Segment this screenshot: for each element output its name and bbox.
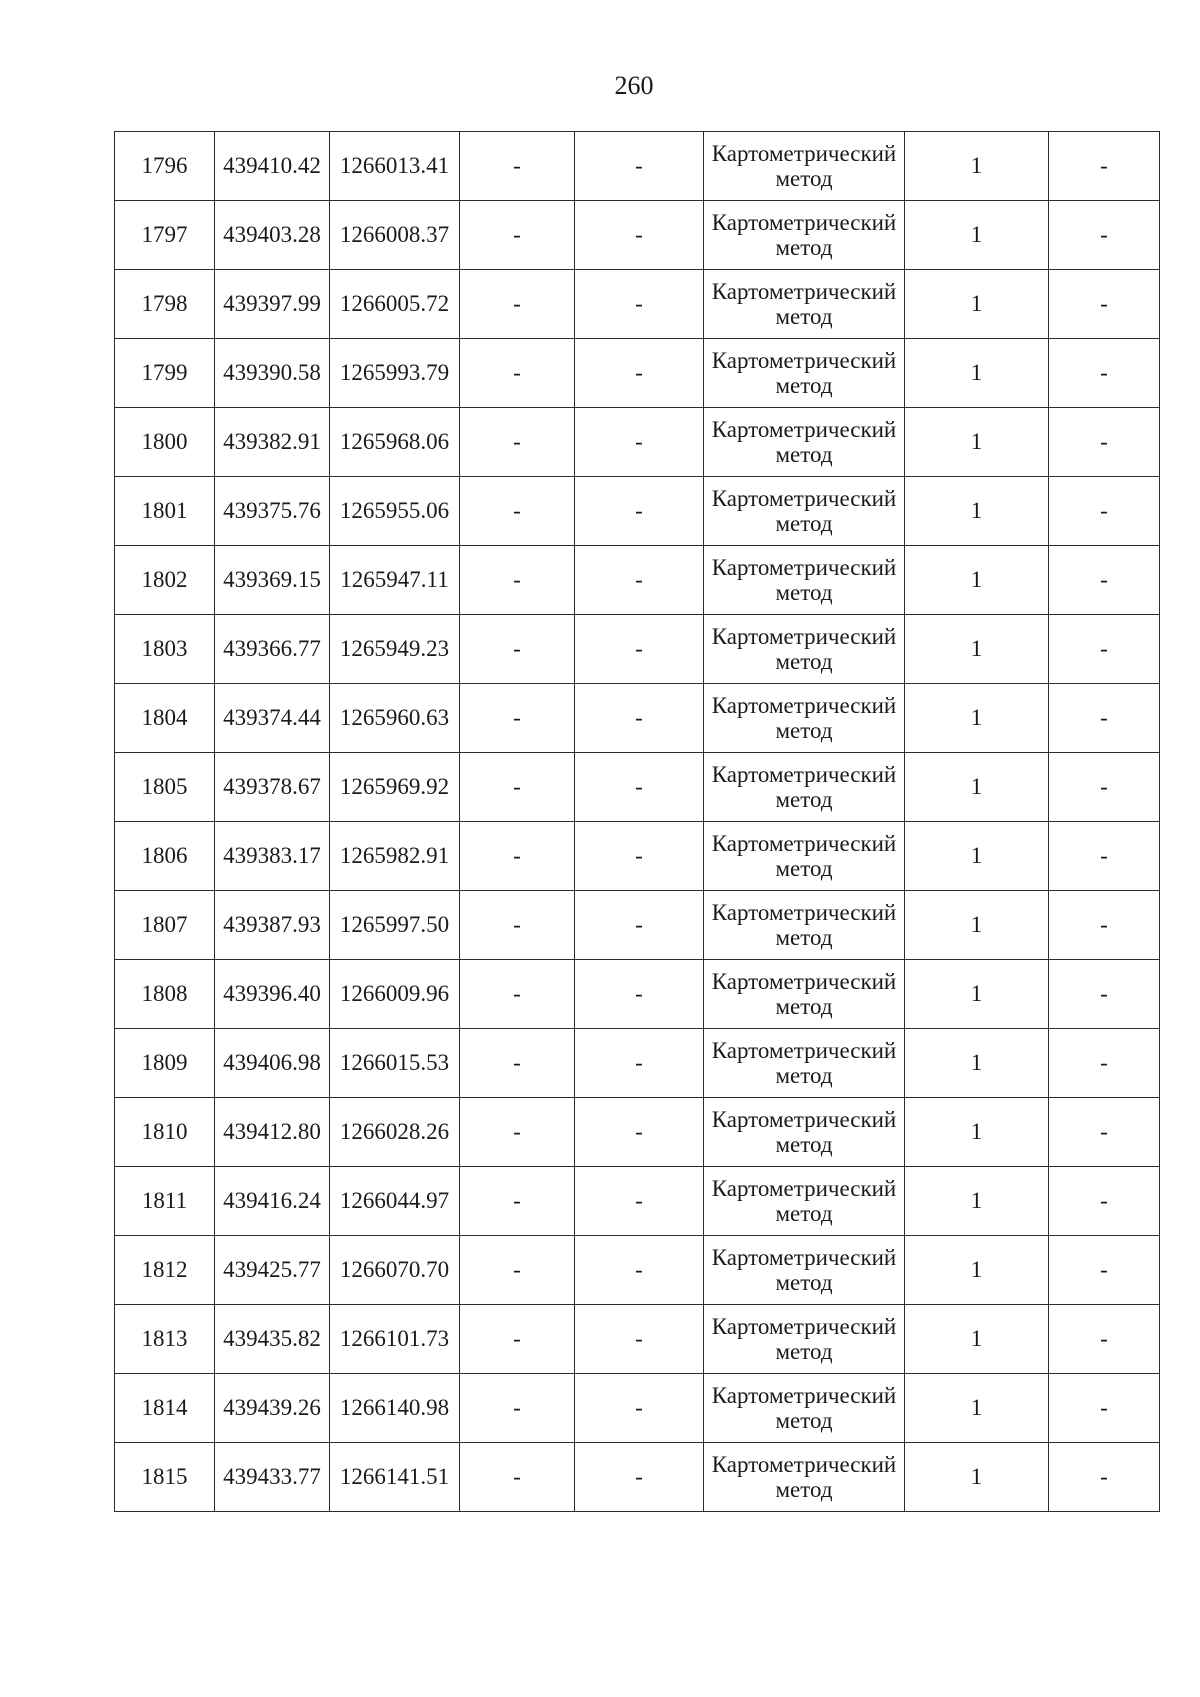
table-row bbox=[115, 1098, 1160, 1167]
method-line-2: метод bbox=[775, 373, 833, 398]
point-number-cell: 1813 bbox=[115, 1305, 215, 1374]
method-line-1: Картометрический bbox=[711, 624, 897, 649]
column-8-cell: - bbox=[1049, 684, 1160, 753]
column-5-cell: - bbox=[575, 1305, 704, 1374]
method-cell bbox=[704, 1305, 905, 1374]
column-7-cell: 1 bbox=[905, 1443, 1049, 1512]
column-7-cell: 1 bbox=[905, 1029, 1049, 1098]
column-5-cell: - bbox=[575, 1374, 704, 1443]
method-line-1: Картометрический bbox=[711, 1383, 897, 1408]
column-4-cell: - bbox=[460, 960, 575, 1029]
point-number-cell: 1815 bbox=[115, 1443, 215, 1512]
method-cell bbox=[704, 1443, 905, 1512]
method-cell bbox=[704, 1167, 905, 1236]
column-7-cell: 1 bbox=[905, 1305, 1049, 1374]
x-coordinate-cell: 439416.24 bbox=[215, 1167, 330, 1236]
table-row bbox=[115, 615, 1160, 684]
table-row bbox=[115, 132, 1160, 201]
column-5-cell: - bbox=[575, 615, 704, 684]
table-row bbox=[115, 822, 1160, 891]
coordinates-table bbox=[114, 131, 1160, 1512]
y-coordinate-cell: 1265969.92 bbox=[330, 753, 460, 822]
y-coordinate-cell: 1266005.72 bbox=[330, 270, 460, 339]
column-8-cell: - bbox=[1049, 1236, 1160, 1305]
table-row bbox=[115, 684, 1160, 753]
column-8-cell: - bbox=[1049, 960, 1160, 1029]
column-4-cell: - bbox=[460, 1167, 575, 1236]
column-7-cell: 1 bbox=[905, 1167, 1049, 1236]
table-row bbox=[115, 1167, 1160, 1236]
column-8-cell: - bbox=[1049, 201, 1160, 270]
column-7-cell: 1 bbox=[905, 201, 1049, 270]
method-cell bbox=[704, 477, 905, 546]
column-5-cell: - bbox=[575, 1443, 704, 1512]
column-7-cell: 1 bbox=[905, 753, 1049, 822]
column-5-cell: - bbox=[575, 1098, 704, 1167]
column-5-cell: - bbox=[575, 1167, 704, 1236]
y-coordinate-cell: 1266008.37 bbox=[330, 201, 460, 270]
column-5-cell: - bbox=[575, 339, 704, 408]
column-7-cell: 1 bbox=[905, 270, 1049, 339]
column-8-cell: - bbox=[1049, 408, 1160, 477]
point-number-cell: 1806 bbox=[115, 822, 215, 891]
method-line-2: метод bbox=[775, 1201, 833, 1226]
method-line-2: метод bbox=[775, 856, 833, 881]
column-7-cell: 1 bbox=[905, 1098, 1049, 1167]
y-coordinate-cell: 1266028.26 bbox=[330, 1098, 460, 1167]
method-cell bbox=[704, 753, 905, 822]
table-row bbox=[115, 1374, 1160, 1443]
x-coordinate-cell: 439378.67 bbox=[215, 753, 330, 822]
column-5-cell: - bbox=[575, 1236, 704, 1305]
method-line-1: Картометрический bbox=[711, 831, 897, 856]
method-line-2: метод bbox=[775, 1132, 833, 1157]
point-number-cell: 1810 bbox=[115, 1098, 215, 1167]
y-coordinate-cell: 1266070.70 bbox=[330, 1236, 460, 1305]
method-line-1: Картометрический bbox=[711, 555, 897, 580]
method-line-2: метод bbox=[775, 718, 833, 743]
method-line-1: Картометрический bbox=[711, 210, 897, 235]
column-5-cell: - bbox=[575, 684, 704, 753]
table-body bbox=[115, 132, 1160, 1512]
point-number-cell: 1809 bbox=[115, 1029, 215, 1098]
y-coordinate-cell: 1265982.91 bbox=[330, 822, 460, 891]
method-line-1: Картометрический bbox=[711, 1314, 897, 1339]
column-5-cell: - bbox=[575, 960, 704, 1029]
point-number-cell: 1801 bbox=[115, 477, 215, 546]
column-7-cell: 1 bbox=[905, 1236, 1049, 1305]
point-number-cell: 1812 bbox=[115, 1236, 215, 1305]
column-5-cell: - bbox=[575, 408, 704, 477]
x-coordinate-cell: 439412.80 bbox=[215, 1098, 330, 1167]
table-row bbox=[115, 1029, 1160, 1098]
method-cell bbox=[704, 546, 905, 615]
point-number-cell: 1805 bbox=[115, 753, 215, 822]
method-line-2: метод bbox=[775, 166, 833, 191]
column-5-cell: - bbox=[575, 546, 704, 615]
point-number-cell: 1807 bbox=[115, 891, 215, 960]
method-cell bbox=[704, 132, 905, 201]
method-line-1: Картометрический bbox=[711, 1038, 897, 1063]
x-coordinate-cell: 439406.98 bbox=[215, 1029, 330, 1098]
method-line-2: метод bbox=[775, 925, 833, 950]
x-coordinate-cell: 439397.99 bbox=[215, 270, 330, 339]
point-number-cell: 1804 bbox=[115, 684, 215, 753]
column-4-cell: - bbox=[460, 891, 575, 960]
x-coordinate-cell: 439366.77 bbox=[215, 615, 330, 684]
table-row bbox=[115, 270, 1160, 339]
column-4-cell: - bbox=[460, 132, 575, 201]
column-4-cell: - bbox=[460, 1029, 575, 1098]
column-8-cell: - bbox=[1049, 1374, 1160, 1443]
method-line-2: метод bbox=[775, 442, 833, 467]
column-4-cell: - bbox=[460, 1374, 575, 1443]
y-coordinate-cell: 1266101.73 bbox=[330, 1305, 460, 1374]
column-8-cell: - bbox=[1049, 753, 1160, 822]
table-row bbox=[115, 339, 1160, 408]
method-line-1: Картометрический bbox=[711, 762, 897, 787]
column-4-cell: - bbox=[460, 1236, 575, 1305]
y-coordinate-cell: 1266044.97 bbox=[330, 1167, 460, 1236]
column-7-cell: 1 bbox=[905, 684, 1049, 753]
column-4-cell: - bbox=[460, 1443, 575, 1512]
method-cell bbox=[704, 1029, 905, 1098]
column-4-cell: - bbox=[460, 339, 575, 408]
column-7-cell: 1 bbox=[905, 615, 1049, 684]
point-number-cell: 1800 bbox=[115, 408, 215, 477]
x-coordinate-cell: 439425.77 bbox=[215, 1236, 330, 1305]
column-4-cell: - bbox=[460, 270, 575, 339]
column-5-cell: - bbox=[575, 753, 704, 822]
column-5-cell: - bbox=[575, 132, 704, 201]
column-7-cell: 1 bbox=[905, 891, 1049, 960]
column-8-cell: - bbox=[1049, 822, 1160, 891]
method-cell bbox=[704, 270, 905, 339]
method-line-1: Картометрический bbox=[711, 1245, 897, 1270]
x-coordinate-cell: 439439.26 bbox=[215, 1374, 330, 1443]
column-7-cell: 1 bbox=[905, 132, 1049, 201]
y-coordinate-cell: 1266009.96 bbox=[330, 960, 460, 1029]
column-8-cell: - bbox=[1049, 132, 1160, 201]
column-8-cell: - bbox=[1049, 1098, 1160, 1167]
column-8-cell: - bbox=[1049, 270, 1160, 339]
method-line-2: метод bbox=[775, 787, 833, 812]
column-5-cell: - bbox=[575, 1029, 704, 1098]
point-number-cell: 1811 bbox=[115, 1167, 215, 1236]
point-number-cell: 1797 bbox=[115, 201, 215, 270]
table-row bbox=[115, 408, 1160, 477]
x-coordinate-cell: 439433.77 bbox=[215, 1443, 330, 1512]
method-cell bbox=[704, 891, 905, 960]
column-7-cell: 1 bbox=[905, 477, 1049, 546]
column-4-cell: - bbox=[460, 822, 575, 891]
method-line-1: Картометрический bbox=[711, 1107, 897, 1132]
x-coordinate-cell: 439374.44 bbox=[215, 684, 330, 753]
method-line-1: Картометрический bbox=[711, 141, 897, 166]
method-line-2: метод bbox=[775, 580, 833, 605]
table-row bbox=[115, 891, 1160, 960]
point-number-cell: 1798 bbox=[115, 270, 215, 339]
y-coordinate-cell: 1265947.11 bbox=[330, 546, 460, 615]
column-8-cell: - bbox=[1049, 615, 1160, 684]
column-4-cell: - bbox=[460, 684, 575, 753]
y-coordinate-cell: 1265993.79 bbox=[330, 339, 460, 408]
method-line-1: Картометрический bbox=[711, 279, 897, 304]
x-coordinate-cell: 439382.91 bbox=[215, 408, 330, 477]
point-number-cell: 1802 bbox=[115, 546, 215, 615]
x-coordinate-cell: 439375.76 bbox=[215, 477, 330, 546]
method-cell bbox=[704, 822, 905, 891]
column-7-cell: 1 bbox=[905, 960, 1049, 1029]
point-number-cell: 1814 bbox=[115, 1374, 215, 1443]
table-row bbox=[115, 477, 1160, 546]
column-5-cell: - bbox=[575, 477, 704, 546]
method-cell bbox=[704, 1236, 905, 1305]
method-line-1: Картометрический bbox=[711, 486, 897, 511]
x-coordinate-cell: 439390.58 bbox=[215, 339, 330, 408]
column-7-cell: 1 bbox=[905, 339, 1049, 408]
column-4-cell: - bbox=[460, 1305, 575, 1374]
column-5-cell: - bbox=[575, 891, 704, 960]
method-cell bbox=[704, 615, 905, 684]
x-coordinate-cell: 439435.82 bbox=[215, 1305, 330, 1374]
column-8-cell: - bbox=[1049, 891, 1160, 960]
method-cell bbox=[704, 408, 905, 477]
method-line-1: Картометрический bbox=[711, 693, 897, 718]
method-line-1: Картометрический bbox=[711, 969, 897, 994]
column-4-cell: - bbox=[460, 408, 575, 477]
x-coordinate-cell: 439383.17 bbox=[215, 822, 330, 891]
column-5-cell: - bbox=[575, 822, 704, 891]
page-number: 260 bbox=[614, 71, 654, 100]
method-line-2: метод bbox=[775, 649, 833, 674]
column-7-cell: 1 bbox=[905, 822, 1049, 891]
column-4-cell: - bbox=[460, 477, 575, 546]
y-coordinate-cell: 1265997.50 bbox=[330, 891, 460, 960]
column-8-cell: - bbox=[1049, 1305, 1160, 1374]
column-8-cell: - bbox=[1049, 546, 1160, 615]
x-coordinate-cell: 439410.42 bbox=[215, 132, 330, 201]
method-line-2: метод bbox=[775, 1270, 833, 1295]
y-coordinate-cell: 1265949.23 bbox=[330, 615, 460, 684]
method-line-1: Картометрический bbox=[711, 1452, 897, 1477]
x-coordinate-cell: 439387.93 bbox=[215, 891, 330, 960]
y-coordinate-cell: 1266141.51 bbox=[330, 1443, 460, 1512]
method-line-1: Картометрический bbox=[711, 417, 897, 442]
column-8-cell: - bbox=[1049, 339, 1160, 408]
y-coordinate-cell: 1266015.53 bbox=[330, 1029, 460, 1098]
x-coordinate-cell: 439396.40 bbox=[215, 960, 330, 1029]
table-row bbox=[115, 753, 1160, 822]
method-line-2: метод bbox=[775, 1339, 833, 1364]
column-5-cell: - bbox=[575, 270, 704, 339]
method-line-2: метод bbox=[775, 994, 833, 1019]
table-row bbox=[115, 1443, 1160, 1512]
method-line-2: метод bbox=[775, 1408, 833, 1433]
table-row bbox=[115, 960, 1160, 1029]
column-4-cell: - bbox=[460, 615, 575, 684]
column-7-cell: 1 bbox=[905, 546, 1049, 615]
point-number-cell: 1808 bbox=[115, 960, 215, 1029]
column-7-cell: 1 bbox=[905, 408, 1049, 477]
table-row bbox=[115, 1305, 1160, 1374]
x-coordinate-cell: 439403.28 bbox=[215, 201, 330, 270]
column-4-cell: - bbox=[460, 1098, 575, 1167]
y-coordinate-cell: 1266013.41 bbox=[330, 132, 460, 201]
method-cell bbox=[704, 960, 905, 1029]
method-line-2: метод bbox=[775, 511, 833, 536]
column-7-cell: 1 bbox=[905, 1374, 1049, 1443]
column-4-cell: - bbox=[460, 753, 575, 822]
method-cell bbox=[704, 339, 905, 408]
table-row bbox=[115, 201, 1160, 270]
method-cell bbox=[704, 201, 905, 270]
column-8-cell: - bbox=[1049, 1029, 1160, 1098]
point-number-cell: 1803 bbox=[115, 615, 215, 684]
column-8-cell: - bbox=[1049, 1443, 1160, 1512]
column-5-cell: - bbox=[575, 201, 704, 270]
y-coordinate-cell: 1265955.06 bbox=[330, 477, 460, 546]
y-coordinate-cell: 1265968.06 bbox=[330, 408, 460, 477]
method-cell bbox=[704, 684, 905, 753]
method-line-1: Картометрический bbox=[711, 1176, 897, 1201]
point-number-cell: 1799 bbox=[115, 339, 215, 408]
method-line-2: метод bbox=[775, 235, 833, 260]
column-8-cell: - bbox=[1049, 477, 1160, 546]
column-4-cell: - bbox=[460, 546, 575, 615]
column-8-cell: - bbox=[1049, 1167, 1160, 1236]
y-coordinate-cell: 1266140.98 bbox=[330, 1374, 460, 1443]
x-coordinate-cell: 439369.15 bbox=[215, 546, 330, 615]
y-coordinate-cell: 1265960.63 bbox=[330, 684, 460, 753]
method-line-2: метод bbox=[775, 304, 833, 329]
method-line-1: Картометрический bbox=[711, 348, 897, 373]
point-number-cell: 1796 bbox=[115, 132, 215, 201]
table-row bbox=[115, 1236, 1160, 1305]
method-line-2: метод bbox=[775, 1477, 833, 1502]
table-row bbox=[115, 546, 1160, 615]
method-cell bbox=[704, 1098, 905, 1167]
method-line-2: метод bbox=[775, 1063, 833, 1088]
method-cell bbox=[704, 1374, 905, 1443]
column-4-cell: - bbox=[460, 201, 575, 270]
method-line-1: Картометрический bbox=[711, 900, 897, 925]
